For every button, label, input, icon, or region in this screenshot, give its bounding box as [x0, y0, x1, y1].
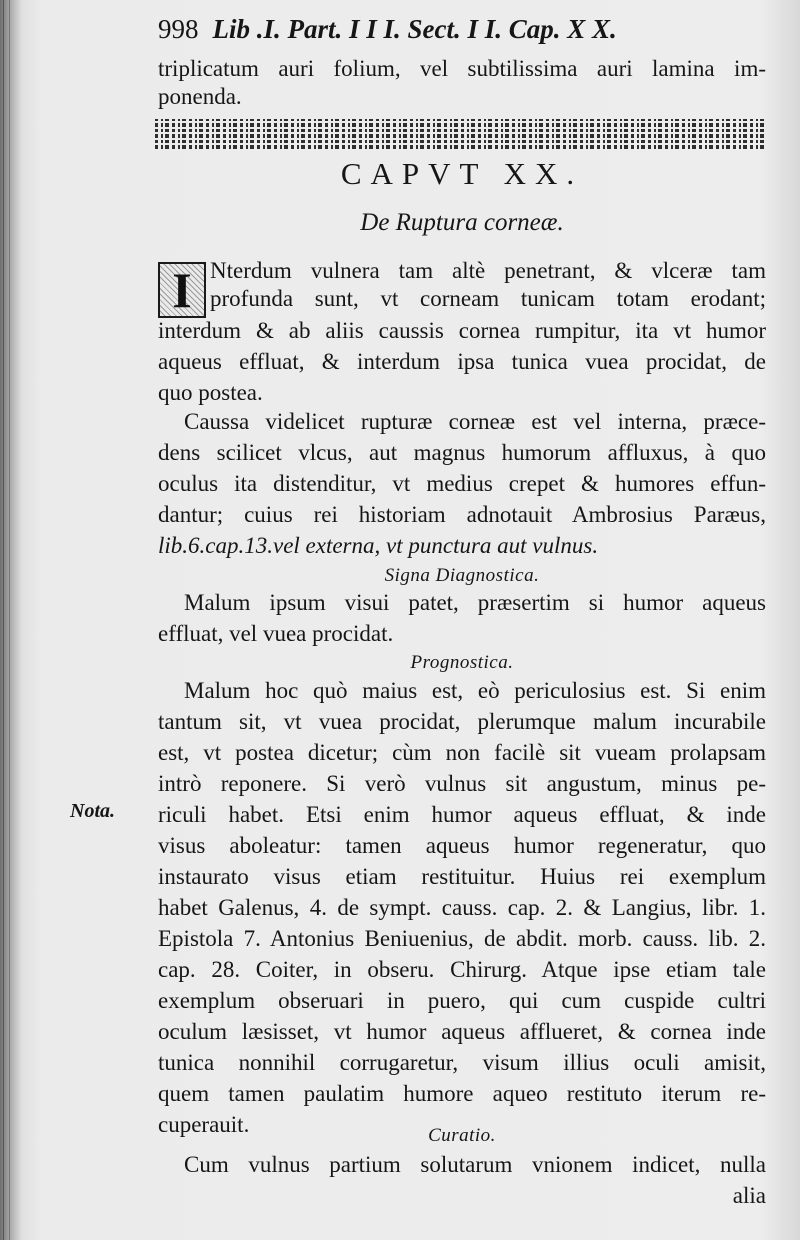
text-line: visus aboleatur: tamen aqueus humor regeneratur, quo: [158, 833, 766, 858]
text-line: cap. 28. Coiter, in obseru. Chirurg. Atque ipse etiam tale: [158, 957, 766, 982]
text-line: tunica nonnihil corrugaretur, visum illius oculi amisit,: [158, 1050, 766, 1075]
text-line: habet Galenus, 4. de sympt. causs. cap. 2. & Langius, libr. 1.: [158, 895, 766, 920]
text-line: est, vt postea dicetur; cùm non facilè sit vueam prolapsam: [158, 740, 766, 765]
text-line: Epistola 7. Antonius Beniuenius, de abdit. morb. causs. lib. 2.: [158, 926, 766, 951]
chapter-subtitle: De Ruptura corneæ.: [360, 209, 564, 236]
text-line: intrò reponere. Si verò vulnus sit angustum, minus pe-: [158, 771, 766, 796]
text-line: dens scilicet vlcus, aut magnus humorum affluxus, à quo: [158, 440, 766, 465]
text-line: riculi habet. Etsi enim humor aqueus effluat, & inde: [158, 802, 766, 827]
text-line: oculum læsisset, vt humor aqueus afflueret, & cornea inde: [158, 1019, 766, 1044]
text-line: interdum & ab aliis caussis cornea rumpitur, ita vt humor: [158, 318, 766, 343]
text-line: profunda sunt, vt corneam tunicam totam erodant;: [210, 286, 766, 311]
text-line: tantum sit, vt vuea procidat, plerumque malum incurabile: [158, 709, 766, 734]
ornamental-rule: [155, 119, 767, 149]
text-line: Cum vulnus partium solutarum vnionem indicet, nulla: [184, 1152, 766, 1177]
text-line: Caussa videlicet rupturæ corneæ est vel interna, præce-: [184, 409, 766, 434]
text-line: oculus ita distenditur, vt medius crepet & humores effun-: [158, 471, 766, 496]
text-line: Malum ipsum visui patet, præsertim si humor aqueus: [184, 590, 766, 615]
section-heading-signa: Signa Diagnostica.: [384, 565, 540, 586]
catchword: alia: [732, 1183, 766, 1208]
text-line: aqueus effluat, & interdum ipsa tunica vuea procidat, de: [158, 349, 766, 374]
margin-note: Nota.: [70, 800, 115, 822]
text-line: cuperauit.: [158, 1112, 250, 1137]
section-heading-prognostica: Prognostica.: [410, 652, 514, 673]
running-header: [158, 14, 718, 45]
page-number: 998: [158, 14, 199, 44]
running-title: Lib .I. Part. I I I. Sect. I I. Cap. X X.: [212, 14, 617, 44]
text-line: exemplum obseruari in puero, qui cum cuspide cultri: [158, 988, 766, 1013]
text-line: quo postea.: [158, 380, 263, 405]
text-line: lib.6.cap.13.vel externa, vt punctura aut vulnus.: [158, 533, 599, 558]
section-heading-curatio: Curatio.: [428, 1125, 496, 1146]
drop-capital: I: [158, 262, 206, 318]
text-line: quem tamen paulatim humore aqueo restituto iterum re-: [158, 1081, 766, 1106]
gutter-shadow: [3, 0, 4, 1240]
text-line: instaurato visus etiam restituitur. Huius rei exemplum: [158, 864, 766, 889]
text-line: Nterdum vulnera tam altè penetrant, & vlceræ tam: [210, 258, 766, 283]
text-line: ponenda.: [158, 84, 242, 109]
gutter-shadow: [9, 0, 10, 1240]
text-line: Malum hoc quò maius est, eò periculosius est. Si enim: [184, 678, 766, 703]
text-line: triplicatum auri folium, vel subtilissima auri lamina im-: [158, 56, 766, 81]
text-line: effluat, vel vuea procidat.: [158, 621, 394, 646]
text-line: dantur; cuius rei historiam adnotauit Ambrosius Paræus,: [158, 502, 766, 527]
chapter-title: CAPVT XX.: [340, 156, 584, 191]
